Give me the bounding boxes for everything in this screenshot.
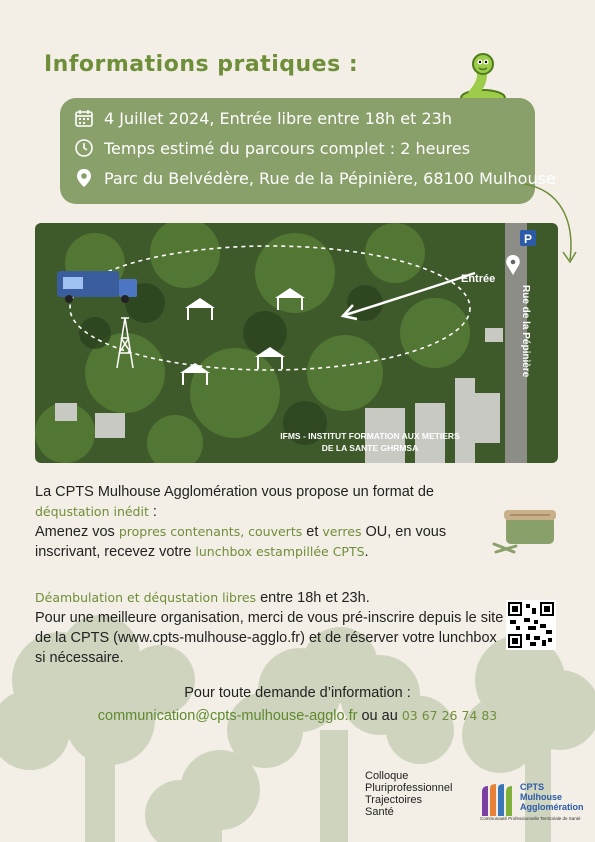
street-label: Rue de la Pépinière [520, 285, 531, 378]
location-text: Parc du Belvédère, Rue de la Pépinière, 68100 Mulhouse [104, 168, 556, 188]
paragraph-deambulation [35, 588, 510, 668]
p1-period: . [364, 544, 369, 560]
contact-email-link[interactable]: communication@cpts-mulhouse-agglo.fr [97, 708, 358, 724]
cpts-city-2: Agglomération [520, 802, 584, 812]
contact-phone[interactable]: 03 67 26 74 83 [401, 708, 498, 723]
logo-line-2: Pluriprofessionnel [365, 782, 453, 794]
entrance-label: Entrée [461, 273, 496, 285]
contact-heading: Pour toute demande d’information : [184, 685, 411, 701]
cpts-website-link[interactable]: www.cpts-mulhouse-agglo.fr [118, 630, 301, 646]
p2-text: Pour une meilleure organisation, merci de vous pré-inscrire depuis le site de la CPTS ( [35, 610, 504, 646]
p1-colon: : [148, 504, 157, 520]
p1-highlight-contenants: propres contenants, couverts [118, 524, 303, 539]
duration-row [74, 138, 470, 158]
date-row [74, 108, 452, 128]
duration-text: Temps estimé du parcours complet : 2 heures [104, 138, 471, 158]
p1-highlight-lunchbox: lunchbox estampillée CPTS [195, 544, 365, 559]
colloque-logo [365, 770, 452, 818]
logo-line-4: Santé [365, 806, 394, 818]
date-text: 4 Juillet 2024, Entrée libre entre 18h et 23h [104, 108, 452, 128]
lunchbox-icon [490, 500, 560, 560]
cpts-subtitle: Communauté Professionnelle Territoriale de Santé [480, 816, 581, 821]
clock-icon [74, 138, 94, 158]
calendar-icon [74, 108, 94, 128]
paragraph-format [35, 482, 510, 562]
p2-end: ) et de réserver votre lunchbox si nécessaire. [35, 630, 497, 666]
p1-highlight-degustation: déqustation inédit [35, 504, 149, 519]
location-row [74, 168, 556, 188]
p1-amenez: Amenez vos [35, 524, 119, 540]
logo-line-3: Trajectoires [365, 794, 423, 806]
institute-label-1: IFMS - INSTITUT FORMATION AUX METIERS [280, 431, 460, 441]
p1-text: La CPTS Mulhouse Agglomération vous propose un format de [35, 484, 434, 500]
location-pin-icon [74, 168, 94, 188]
practical-info-box [60, 98, 556, 204]
p1-ou: OU, en vous inscrivant, recevez votre [35, 524, 447, 560]
cpts-logo [480, 782, 585, 821]
cpts-city-1: Mulhouse [520, 792, 562, 802]
contact-or: ou au [357, 708, 402, 724]
logo-line-1: Colloque [365, 770, 409, 782]
cpts-name: CPTS [520, 782, 545, 792]
contact-line [0, 708, 595, 724]
p1-et: et [302, 524, 323, 540]
park-map [35, 223, 558, 463]
qr-code[interactable] [506, 600, 556, 650]
page-title: Informations pratiques : [44, 52, 359, 77]
institute-label-2: DE LA SANTE GHRMSA [321, 443, 419, 453]
p1-highlight-verres: verres [322, 524, 362, 539]
cpts-logo-mark-icon [480, 782, 516, 816]
p2-highlight: Déambulation et déqustation libres [35, 590, 257, 605]
p2-hours: entre 18h et 23h. [256, 590, 370, 606]
parking-label: P [523, 232, 533, 246]
